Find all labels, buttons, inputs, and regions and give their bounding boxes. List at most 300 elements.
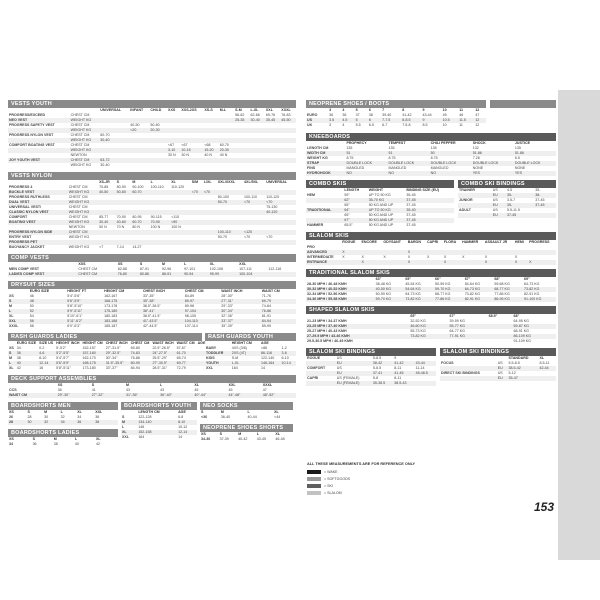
table-cell: 27"-32" [91, 393, 125, 398]
table [205, 341, 296, 371]
table-cell: 41"-43.5" [142, 319, 184, 324]
table-cell: XS [9, 346, 14, 350]
table-cell: XL [9, 366, 14, 370]
table-cell: 32"-36" [221, 314, 234, 318]
table-cell: X [443, 255, 447, 259]
table-cell: CLASSIC NYLON VEST [8, 210, 68, 215]
table-cell: 7-7.5 [381, 118, 401, 123]
table-row [121, 435, 197, 440]
table-cell: 80-90 [116, 185, 126, 189]
table-cell: COMFORT BOATING VEST [9, 143, 55, 147]
table-cell: 11-14 [415, 366, 425, 370]
table-cell: 36 [32, 442, 37, 446]
table-cell: 5'2"-5'5" [55, 351, 81, 356]
table-cell: 8.5 [422, 123, 428, 127]
table-cell: 73-82 KG [523, 287, 556, 292]
table-cell: L-XL [231, 361, 260, 366]
column-header: BINDING SIZE (EU) [406, 188, 439, 192]
table-cell: 10-14 [281, 361, 296, 366]
table-cell: 68-91 KG [513, 329, 529, 333]
column-header: HEMI [514, 240, 524, 244]
table-cell: <67 [181, 143, 188, 147]
table-cell: BABY [206, 346, 217, 350]
table-cell: 146-164 [260, 361, 281, 366]
column-header: 68.5" [488, 314, 498, 318]
table-cell: UK [307, 123, 313, 127]
table-cell: 70-85 [99, 185, 109, 189]
table-cell: NO [345, 171, 387, 176]
table-cell: 40-50 [130, 123, 140, 127]
table-cell: 36 [95, 415, 100, 419]
table-cell: XL [9, 314, 14, 318]
table-cell: 73-82 KG [409, 334, 448, 339]
table-cell: 40-120 [265, 210, 296, 215]
table-cell: <70 [244, 235, 251, 239]
table-cell: 5'6"-5'9" [55, 361, 81, 366]
table-cell [180, 163, 203, 168]
table-cell: 31.5"-35.5" [105, 361, 130, 366]
column-header: ENCORE [361, 240, 377, 244]
table-cell: TRAINER [459, 188, 475, 192]
table-cell: COMFORT [307, 366, 326, 370]
table-cell: 40-50 KG [375, 287, 405, 292]
table-cell: 97-101 [184, 267, 196, 271]
table [306, 277, 556, 302]
column-header: S [116, 180, 120, 184]
table-cell: 4.5 [506, 188, 512, 192]
table-cell: 59-87 KG [513, 324, 556, 329]
table-cell: 173-180 [82, 366, 96, 370]
table-cell: 8-11 [394, 376, 402, 380]
table-cell: L [122, 425, 125, 429]
slalom-bindings-block [306, 348, 436, 390]
table-cell: 34-36 [201, 437, 211, 441]
table-cell [461, 260, 484, 265]
table-cell: 28-30 MPH / 46-48 KMH [307, 282, 347, 286]
left-column [8, 100, 296, 451]
table-cell: DOUBLE LOCK [345, 161, 387, 166]
table-cell: 28"-30" [221, 294, 234, 298]
table-cell: X [342, 255, 345, 259]
table-cell: CHEST CM [68, 205, 88, 209]
table-cell: PROGRESS NYLON SIDE [8, 230, 68, 235]
column-header: 66" [435, 277, 441, 281]
table [458, 188, 556, 218]
table-cell [268, 272, 296, 277]
table-cell [523, 128, 556, 133]
table-cell: 8.75 [346, 156, 354, 160]
table-cell: HAMMER [307, 223, 324, 227]
table [8, 108, 296, 168]
kneeboard-side-block [490, 100, 556, 133]
table-cell: 75-130 [266, 205, 278, 209]
column-header: 67" [464, 277, 471, 281]
table-title: SLALOM SKI BINDINGS [306, 348, 436, 356]
table-cell: XS [9, 294, 14, 298]
table-cell: WEIGHT KG [68, 220, 98, 225]
size-table [458, 180, 556, 218]
table-cell [449, 339, 488, 344]
table-cell: X [443, 260, 461, 265]
table-cell: 90-94 [183, 272, 209, 277]
table-cell: 102-106 [209, 267, 223, 271]
table-cell: 65.5" [344, 223, 353, 227]
table-cell: 29"-33" [221, 304, 234, 308]
column-header: 65" [405, 277, 412, 281]
table-cell: NEWTON [68, 225, 85, 229]
legend-label: = SLALOM [324, 491, 342, 495]
table-cell: 14 [261, 366, 266, 370]
table-cell: CHEST CM [70, 143, 90, 147]
table-cell: 20-30 [149, 128, 167, 133]
table-cell: 11 [459, 123, 463, 127]
column-header: WAIST INCH [152, 341, 174, 345]
table-cell: 35-45 [406, 193, 416, 197]
table [200, 410, 293, 420]
table-cell: 64-77 KG [449, 329, 465, 333]
table-row [440, 376, 556, 381]
table-cell: NONE [514, 166, 526, 170]
table-cell: 50-59 KG [435, 282, 451, 286]
table-cell: 29.5-30.5 MPH / 46-49 KMH [307, 339, 353, 343]
table-cell: 39-40 [382, 113, 392, 117]
column-header: INFANT [130, 108, 144, 112]
table-cell: 10-12 [178, 425, 188, 429]
table-cell: 70-90 [116, 215, 126, 219]
table-cell: 35- [506, 193, 534, 198]
legend-title: ALL THESE MEASUREMENTS ARE FOR REFERENCE ONLY [307, 462, 416, 466]
table-cell: 27-29.5 MPH / 43-46 KMH [306, 334, 409, 339]
column-header: EURO SIZE [29, 289, 50, 293]
table-cell: 82-91 KG [464, 297, 494, 302]
legend-swatch [307, 484, 321, 488]
legend-item [307, 484, 467, 488]
column-header: XS-S [204, 108, 213, 112]
table-cell: 30-40 [99, 138, 129, 143]
table-cell: 50 [430, 151, 472, 156]
table-cell: 45 [228, 388, 233, 392]
table-cell: 15-20 [203, 148, 218, 153]
table-cell: UP TO 50 KG [368, 208, 406, 213]
table-cell: 5-6.5 [372, 366, 382, 370]
column-header: 69" [524, 277, 530, 281]
table-cell: WEIGHT KG [70, 148, 100, 153]
table-cell: 28 [27, 415, 32, 419]
table [306, 240, 556, 265]
table-cell: CCS [9, 388, 17, 392]
table-cell [243, 245, 265, 250]
column-header: 9 [422, 108, 425, 112]
column-header: 3 [329, 108, 332, 112]
table-cell: CAPRI [307, 376, 319, 380]
column-header: HEIGHT CM [104, 289, 125, 293]
table-row [8, 245, 296, 250]
table-cell: CHEST CM [68, 195, 88, 199]
table-cell: 8-10 [39, 356, 47, 360]
table-cell [382, 260, 406, 265]
table-cell: 5'8"-5'10" [67, 304, 83, 308]
table-cell: 40 [74, 442, 79, 446]
table-cell [8, 163, 70, 168]
table-row [8, 366, 207, 371]
table-cell: 37-41 [372, 371, 393, 376]
table-row [8, 272, 296, 277]
table-cell: XXL [8, 319, 29, 324]
table-cell: ROGUE [307, 356, 321, 360]
table-cell: 62-66 [250, 113, 260, 117]
table-cell: UP TO 50 KG [368, 193, 391, 197]
table-cell: 26 [9, 415, 13, 419]
table-cell: 29"-30" [57, 393, 91, 398]
table-cell: 10 [442, 123, 447, 127]
table-cell: 22.5"-26.5" [152, 346, 171, 350]
table-cell: KIDS [206, 356, 215, 360]
table-cell: 35-47 [508, 376, 539, 381]
table-cell: NO [430, 171, 472, 176]
table-cell: 64-95 KG [513, 319, 529, 323]
table-cell: 84-94 [261, 319, 296, 324]
table-cell: X [484, 260, 514, 265]
size-table [306, 306, 556, 344]
table [306, 314, 556, 344]
column-header: XL [209, 262, 215, 266]
column-header: XL [274, 410, 279, 414]
column-header: XS [9, 437, 14, 441]
table-cell [265, 163, 280, 168]
column-header: CHEST CM [130, 341, 150, 345]
table-cell: 30"-34" [220, 309, 261, 314]
table-cell: CHEST CM [70, 133, 90, 137]
table-cell: WEIGHT KG [307, 156, 328, 160]
table-cell: 168-175 [103, 299, 142, 304]
table-cell: WAIST CM [8, 393, 57, 398]
table-cell: BOATING VEST [8, 220, 68, 225]
deck-support-block [8, 375, 296, 398]
neo-col [200, 402, 293, 451]
table-cell: DIRECT SKI BINDINGS [441, 371, 480, 375]
table-cell [306, 381, 336, 386]
table-cell: 32-52 KG [410, 319, 426, 323]
table-cell: INTERMEDIATE [307, 255, 334, 259]
table-cell: 41 [91, 388, 96, 392]
table [200, 432, 293, 442]
table-title: SLALOM SKIS [306, 232, 556, 240]
table-cell: 107-111 [239, 267, 252, 271]
table-cell: DUAL VEST [8, 200, 68, 205]
size-table [8, 429, 118, 447]
table [121, 410, 197, 440]
table-cell: XXXL [9, 324, 19, 328]
table-header-row [306, 240, 556, 245]
table-cell: 5-12 [508, 371, 516, 375]
table-cell: 80-90 [130, 361, 152, 366]
table-cell: 32 [60, 415, 65, 419]
table-cell [341, 260, 360, 265]
table-cell: X [341, 250, 360, 255]
shaped-slalom-block [306, 306, 556, 344]
side-table [490, 108, 556, 133]
table-cell: 86-109 KG [513, 334, 556, 339]
table-cell: 64" [343, 208, 367, 213]
column-header: L [150, 180, 153, 184]
table-cell: 28.5"-31" [152, 366, 168, 370]
table-cell [203, 163, 218, 168]
table-cell: 86-95 KG [493, 297, 523, 302]
table-cell: 65-74 [176, 356, 186, 360]
table-cell: <44 [274, 415, 281, 419]
table-cell: 42 [16, 366, 21, 370]
table-cell: WEIGHT KG [68, 210, 98, 215]
table-cell: 37-39 [219, 437, 229, 441]
table-cell: 97-104 [184, 309, 221, 314]
table-cell: 59" [344, 193, 350, 197]
right-column [306, 100, 556, 390]
table-cell: 40-42 [238, 437, 248, 441]
table-cell [129, 163, 149, 168]
table-cell: 32 [43, 420, 60, 425]
table-cell: 5.5 [355, 123, 361, 127]
column-header: ODYSANT [383, 240, 401, 244]
table-cell: 50-60 [116, 190, 132, 195]
bindings-row [306, 348, 556, 390]
table-cell [458, 213, 492, 218]
table-cell: 50-70 [217, 235, 227, 239]
table-cell: 122-140 [261, 356, 275, 360]
table-cell: <20 [129, 128, 149, 133]
table-cell: 60-70 [100, 133, 110, 137]
table-cell: 24"-27.5" [151, 351, 175, 356]
table-cell: 31"-36" [125, 393, 159, 398]
column-header: XXL [239, 262, 247, 266]
column-header: M [53, 437, 57, 441]
table-cell: 35-40 [405, 208, 454, 213]
table-cell: PROGRESS 4 [9, 185, 33, 189]
column-header: XXS [78, 262, 86, 266]
table-cell: 30 [44, 415, 49, 419]
table-cell [191, 245, 203, 250]
table-cell: 100-104 [238, 272, 267, 277]
column-header: 4 [342, 108, 345, 112]
combo-row [306, 180, 556, 232]
table-cell: X [407, 250, 426, 255]
table-cell: 80-95 [132, 215, 142, 219]
table-cell: 27"-31" [220, 299, 261, 304]
column-header: CHEST INCH [105, 341, 128, 345]
table-cell: 185-187 [104, 324, 118, 328]
table [440, 356, 556, 381]
column-header: HAMMER [462, 240, 479, 244]
table-cell: 112-116 [268, 267, 282, 271]
size-table [306, 180, 454, 228]
table-cell: 92-96 [161, 267, 172, 271]
table-cell: 100-110 [244, 195, 257, 199]
table-cell: <86 [261, 346, 268, 350]
table-cell: 43-44 [415, 361, 436, 366]
table-cell: 36 [342, 113, 347, 117]
table-cell [440, 376, 497, 381]
table-cell: 3.5 [328, 118, 341, 123]
column-header: XS [117, 262, 123, 266]
column-header: STANDARD [508, 356, 529, 360]
table-cell: 2XS (4T) [231, 351, 260, 356]
column-header: M [44, 410, 48, 414]
rash-row [8, 333, 296, 375]
table-cell: 50-60 [150, 123, 160, 127]
table-cell: 33"-37" [105, 366, 118, 370]
table-cell: 85-77 [99, 215, 109, 219]
column-header: PROPHECY [346, 141, 367, 145]
table-cell: CHEST CM [70, 158, 100, 163]
table-cell: L [8, 309, 29, 314]
table-cell: 8-11 [394, 366, 402, 370]
table-cell: 50 KG AND UP [368, 203, 394, 207]
table-cell: 59-70 KG [375, 297, 405, 302]
column-header: M [161, 262, 165, 266]
column-header: XXXL [262, 383, 273, 387]
table-cell: 70 N [116, 225, 125, 229]
table-cell: 6-10 [281, 356, 289, 360]
table-cell: 37-45 [534, 203, 556, 208]
column-header: 67" [449, 314, 456, 318]
column-header: XL [275, 432, 280, 436]
table-cell: 175-180 [103, 309, 142, 314]
table-cell: 68-77 KG [493, 287, 523, 292]
table-cell: 6.5 [368, 123, 374, 127]
table-cell: 6-8 [178, 415, 184, 419]
table-row [8, 163, 296, 168]
table-cell: 122-128 [138, 415, 152, 419]
table-cell: 100-110 [150, 185, 164, 189]
table-cell [150, 245, 171, 250]
column-header: L [184, 262, 187, 266]
table-cell: 152-157 [82, 346, 96, 350]
column-header: 11 [459, 108, 464, 112]
table-cell: 37-45 [406, 203, 416, 207]
table-cell: 87-91 [139, 267, 150, 271]
table-cell: 46 [29, 294, 34, 298]
table-cell: 134-140 [137, 420, 177, 425]
column-header: XS [57, 383, 63, 387]
table-cell [280, 163, 296, 168]
size-table [205, 333, 296, 371]
table-cell: 180-183 [104, 314, 118, 318]
table-cell: 40 N [204, 153, 212, 157]
side-header [490, 100, 556, 108]
table-cell: ENTRY VEST [9, 235, 32, 239]
table-cell: 110-120 [266, 195, 280, 199]
table-cell: 8.5-11 [539, 361, 550, 365]
column-header: AGE [197, 341, 206, 345]
column-header: M-L [219, 108, 227, 112]
table-cell: XXL [122, 435, 129, 439]
table-title: VESTS NYLON [8, 172, 296, 180]
table-cell: 10-15 [180, 148, 203, 153]
table-cell: 39-59 KG [449, 319, 465, 323]
column-header: UNIVERSAL [100, 108, 122, 112]
table-cell: 107-114 [184, 324, 198, 328]
table-cell: 45-50 [280, 118, 296, 123]
size-table [306, 232, 556, 265]
column-header: XS-JR [99, 180, 110, 184]
table-row [306, 171, 556, 176]
column-header: XS [201, 432, 206, 436]
boardshorts-youth-block [121, 402, 197, 451]
table-cell: 48 [29, 299, 67, 304]
table-cell: 98-105 [184, 314, 196, 318]
column-header: CAPRI [426, 240, 439, 244]
table-cell: 5.5-11.5 [506, 208, 520, 212]
table-cell: <67 [168, 143, 175, 147]
